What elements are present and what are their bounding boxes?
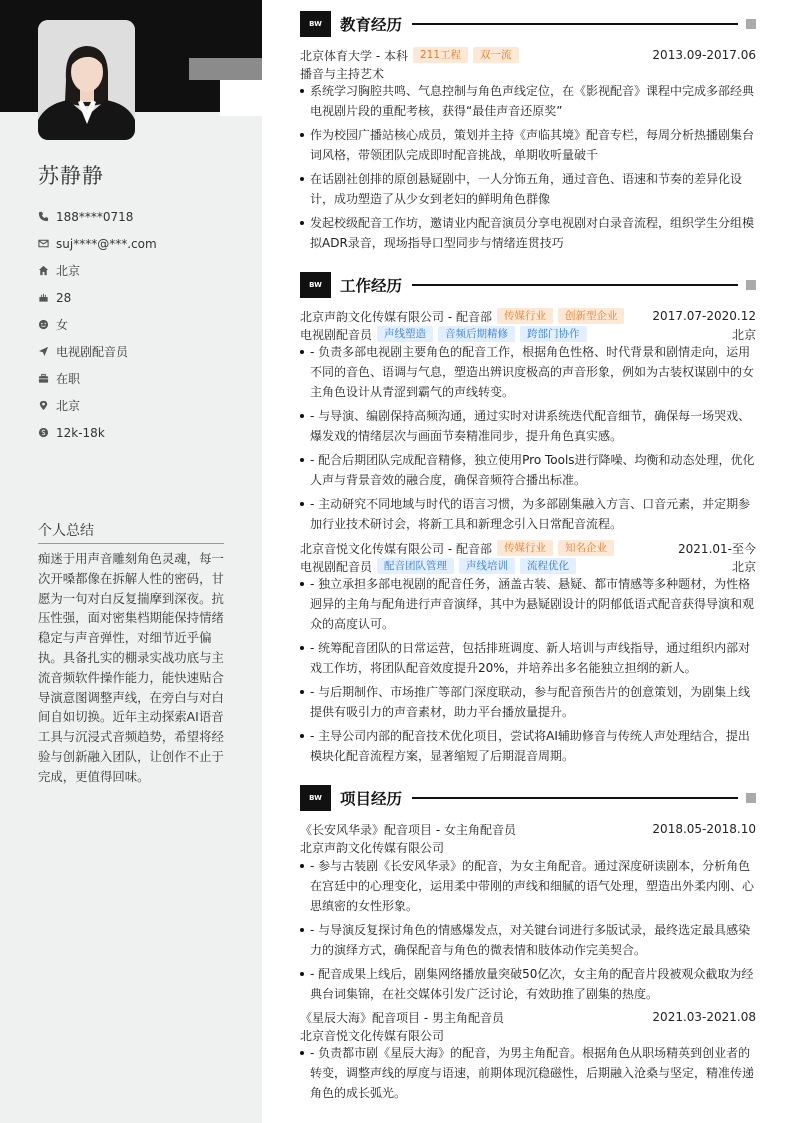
bullet-item: - 负责多部电视剧主要角色的配音工作，根据角色性格、时代背景和剧情走向，运用不同的音色、语调与气息，塑造出辨识度极高的声音形象，例如为古装权谋剧中的女主角色设计从青涩到霸气的声线转变。 [300,342,756,402]
cake-icon [38,292,56,303]
contact-text: 28 [56,290,72,305]
bullet-item: - 与导演、编剧保持高频沟通，通过实时对讲系统迭代配音细节，确保每一场哭戏、爆发戏的情绪层次与画面节奏精准同步，提升角色真实感。 [300,406,756,446]
briefcase-icon [38,373,56,384]
contact-text: 在职 [56,372,81,386]
project-bullets [300,1043,756,1107]
contact-text: 女 [56,318,69,332]
job-location: 北京 [731,559,756,574]
bullet-item: - 配合后期团队完成配音精修，独立使用Pro Tools进行降噪、均衡和动态处理，优化人声与背景音效的融合度，确保音频符合播出标准。 [300,450,756,490]
job-bullets [300,342,756,538]
phone-icon [38,211,56,222]
section-divider [412,797,738,799]
section-square-icon [746,793,756,803]
contact-phone [38,203,157,230]
contact-text: suj****@***.com [56,236,157,251]
contact-age [38,284,157,311]
project-date: 2018.05-2018.10 [652,822,756,836]
avatar [38,20,135,140]
summary-text: 痴迷于用声音雕刻角色灵魂，每一次开嗓都像在拆解人性的密码，甘愿为一句对白反复揣摩到深夜。抗压性强，面对密集档期能保持情绪稳定与声音弹性，对细节近乎偏执。具备扎实的棚录实战功底与主流音频软件操作能力，能快速贴合导演意图调整声线，在旁白与对白间自如切换。近年主动探索AI语音工具与沉浸式音频趋势，希望将经验与创新融入团队，让创作不止于完成，更值得回味。 [38,551,224,784]
home-icon [38,265,56,276]
contact-salary [38,419,157,446]
contact-text: 12k-18k [56,425,105,440]
project-company: 北京声韵文化传媒有限公司 [300,841,445,855]
job-role-row [300,325,756,343]
face-icon [38,319,56,330]
section-title: 工作经历 [340,277,403,295]
bullet-item: - 配音成果上线后，剧集网络播放量突破50亿次，女主角的配音片段被观众截取为经典台词集锦，在社交媒体引发广泛讨论，有效助推了剧集的热度。 [300,964,756,1004]
project-row [300,820,756,838]
job-role: 电视剧配音员 [300,559,373,574]
education-major: 播音与主持艺术 [300,67,385,81]
contact-list [38,203,157,446]
skill-tag: 流程优化 [520,558,576,574]
bullet-item: - 与导演反复探讨角色的情感爆发点，对关键台词进行多版试录，最终选定最具感染力的演绎方式，确保配音与角色的微表情和肢体动作完美契合。 [300,920,756,960]
section-title: 项目经历 [340,790,403,808]
skill-tag: 音频后期精修 [438,326,515,342]
education-date: 2013.09-2017.06 [652,48,756,62]
job-location: 北京 [731,327,756,342]
contact-location [38,392,157,419]
skill-tag: 跨部门协作 [520,326,587,342]
bullet-item: - 参与古装剧《长安风华录》的配音，为女主角配音。通过深度研读剧本，分析角色在宫廷中的心理变化，运用柔中带刚的声线和细腻的语气处理，塑造出外柔内刚、心思缜密的女性形象。 [300,856,756,916]
contact-position [38,338,157,365]
portrait-image [38,20,135,140]
bullet-item: 作为校园广播站核心成员，策划并主持《声临其境》配音专栏，每周分析热播剧集台词风格，带领团队完成即时配音挑战，单期收听量破千 [300,125,756,165]
job-bullets [300,574,756,770]
skill-tag: 声线塑造 [377,326,433,342]
header-white-block [220,80,262,116]
salary-icon [38,427,56,438]
header-gray-block [189,58,262,80]
education-bullets [300,81,756,257]
bullet-item: - 统筹配音团队的日常运营，包括排班调度、新人培训与声线指导，通过组织内部对戏工作坊，将团队配音效度提升20%，并培养出多名能独立担纲的新人。 [300,638,756,678]
skill-tag: 配音团队管理 [377,558,454,574]
job-company-row [300,539,756,557]
job-date: 2017.07-2020.12 [652,309,756,323]
bullet-item: 在话剧社创排的原创悬疑剧中，一人分饰五角，通过音色、语速和节奏的差异化设计，成功塑造了从少女到老妇的鲜明角色群像 [300,169,756,209]
bullet-item: 发起校级配音工作坊，邀请业内配音演员分享电视剧对白录音流程，组织学生分组模拟ADR录音，现场指导口型同步与情绪连贯技巧 [300,213,756,253]
bullet-item: 系统学习胸腔共鸣、气息控制与角色声线定位，在《影视配音》课程中完成多部经典电视剧片段的重配考核，获得“最佳声音还原奖” [300,81,756,121]
bullet-item: - 与后期制作、市场推广等部门深度联动，参与配音预告片的创意策划，为剧集上线提供有吸引力的声音素材，助力平台播放量提升。 [300,682,756,722]
education-row [300,46,756,64]
job-role-row [300,557,756,575]
location-icon [38,400,56,411]
bullet-item: - 主动研究不同地域与时代的语言习惯，为多部剧集融入方言、口音元素，并定期参加行业技术研讨会，将新工具和新理念引入日常配音流程。 [300,494,756,534]
section-square-icon [746,19,756,29]
project-name: 《星辰大海》配音项目 - 男主角配音员 [300,1010,504,1025]
project-bullets [300,856,756,1008]
school-name: 北京体育大学 - 本科 [300,48,408,63]
project-date: 2021.03-2021.08 [652,1010,756,1024]
section-badge-icon: BW [300,11,331,37]
section-title: 教育经历 [340,16,403,34]
contact-email [38,230,157,257]
section-badge-icon: BW [300,272,331,298]
send-icon [38,346,56,357]
contact-text: 北京 [56,264,81,278]
work-section-header [300,272,756,298]
section-badge-icon: BW [300,785,331,811]
company-tag: 传媒行业 [497,540,553,556]
candidate-name: 苏静静 [38,164,104,188]
school-tag: 211工程 [413,47,468,63]
contact-text: 188****0718 [56,209,134,224]
company-name: 北京音悦文化传媒有限公司 - 配音部 [300,541,492,556]
job-company-row [300,307,756,325]
section-square-icon [746,280,756,290]
sidebar [0,0,262,1123]
contact-text: 电视剧配音员 [56,345,129,359]
bullet-item: - 独立承担多部电视剧的配音任务，涵盖古装、悬疑、都市情感等多种题材，为性格迥异的主角与配角进行声音演绎，其中为悬疑剧设计的阴郁低语式配音获得导演和观众的高度认可。 [300,574,756,634]
company-name: 北京声韵文化传媒有限公司 - 配音部 [300,309,492,324]
project-name: 《长安风华录》配音项目 - 女主角配音员 [300,822,516,837]
contact-home [38,257,157,284]
job-date: 2021.01-至今 [678,541,756,556]
job-role: 电视剧配音员 [300,327,373,342]
project-row [300,1008,756,1026]
email-icon [38,238,56,249]
school-tag: 双一流 [473,47,519,63]
education-section-header [300,11,756,37]
contact-status [38,365,157,392]
project-section-header [300,785,756,811]
skill-tag: 声线培训 [459,558,515,574]
contact-gender [38,311,157,338]
bullet-item: - 主导公司内部的配音技术优化项目，尝试将AI辅助修音与传统人声处理结合，提出模块化配音流程方案，显著缩短了后期混音周期。 [300,726,756,766]
contact-text: 北京 [56,399,81,413]
company-tag: 创新型企业 [558,308,625,324]
summary-title: 个人总结 [38,520,224,544]
section-divider [412,23,738,25]
bullet-item: - 负责都市剧《星辰大海》的配音，为男主角配音。根据角色从职场精英到创业者的转变，调整声线的厚度与语速，前期体现沉稳磁性，后期融入沧桑与坚定，精准传递角色的成长弧光。 [300,1043,756,1103]
section-divider [412,284,738,286]
company-tag: 传媒行业 [497,308,553,324]
company-tag: 知名企业 [558,540,614,556]
project-company: 北京音悦文化传媒有限公司 [300,1029,445,1043]
